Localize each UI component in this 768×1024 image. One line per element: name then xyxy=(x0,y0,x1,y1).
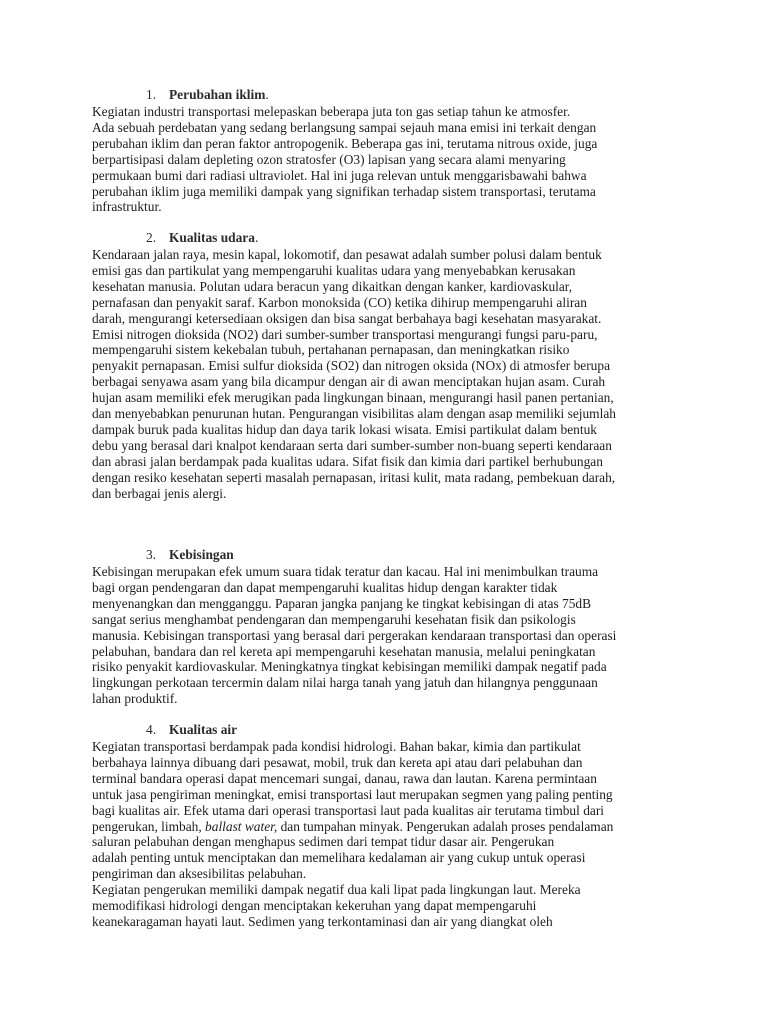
section-heading xyxy=(92,546,692,564)
section-heading xyxy=(92,229,692,247)
paragraph: Kendaraan jalan raya, mesin kapal, lokomotif, dan pesawat adalah sumber polusi dalam bentuk emisi gas dan partikulat yang mempengaruhi kualitas udara yang menyebabkan kerusakan kesehatan manusia. Polutan udara beracun yang dikaitkan dengan kanker, kardiovaskular, pernafasan dan penyakit saraf. Karbon monoksida (CO) ketika dihirup mempengaruhi aliran darah, mengurangi ketersediaan oksigen dan bisa sangat berbahaya bagi kesehatan masyarakat. Emisi nitrogen dioksida (NO2) dari sumber-sumber transportasi mengurangi fungsi paru-paru, mempengaruhi sistem kekebalan tubuh, pertahanan pernapasan, dan meningkatkan risiko penyakit pernapasan. Emisi sulfur dioksida (SO2) dan nitrogen oksida (NOx) di atmosfer berupa berbagai senyawa asam yang bila dicampur dengan air di awan menciptakan hujan asam. Curah hujan asam memiliki efek merugikan pada lingkungan binaan, mengurangi hasil panen pertanian, dan menyebabkan penurunan hutan. Pengurangan visibilitas alam dengan asap memiliki sejumlah dampak buruk pada kualitas hidup dan daya tarik lokasi wisata. Emisi partikulat dalam bentuk debu yang berasal dari knalpot kendaraan serta dari sumber-sumber non-buang seperti kendaraan dan abrasi jalan berdampak pada kualitas udara. Sifat fisik dan kimia dari partikel berhubungan dengan resiko kesehatan seperti masalah pernapasan, iritasi kulit, mata radang, pembekuan darah, dan berbagai jenis alergi. xyxy=(92,247,616,501)
section-number: 1. xyxy=(146,87,157,102)
section-title-text: Kebisingan xyxy=(169,547,234,562)
section-number: 2. xyxy=(146,230,157,245)
paragraph: Kegiatan industri transportasi melepaskan beberapa juta ton gas setiap tahun ke atmosfer. Ada sebuah perdebatan yang sedang berlangsung sampai sejauh mana emisi ini terkait dengan perubahan iklim dan peran faktor antropogenik. Beberapa gas ini, terutama nitrous oxide, juga berpartisipasi dalam depleting ozon stratosfer (O3) lapisan yang secara alami menyaring permukaan bumi dari radiasi ultraviolet. Hal ini juga relevan untuk menggarisbawahi bahwa perubahan iklim juga memiliki dampak yang signifikan terhadap sistem transportasi, terutama infrastruktur. xyxy=(92,104,598,215)
section-kualitas-air xyxy=(92,721,692,930)
section-number: 3. xyxy=(146,547,157,562)
section-title-text: Perubahan iklim xyxy=(169,87,266,102)
section-kebisingan xyxy=(92,546,692,707)
section-title-text: Kualitas udara xyxy=(169,230,255,245)
paragraph xyxy=(92,739,692,882)
paragraph: Kebisingan merupakan efek umum suara tidak teratur dan kacau. Hal ini menimbulkan trauma bagi organ pendengaran dan dapat mempengaruhi kualitas hidup dengan karakter tidak menyenangkan dan mengganggu. Paparan jangka panjang ke tingkat kebisingan di atas 75dB sangat serius menghambat pendengaran dan mempengaruhi kesehatan fisik dan psikologis manusia. Kebisingan transportasi yang berasal dari pergerakan kendaraan transportasi dan operasi pelabuhan, bandara dan rel kereta api mempengaruhi kesehatan manusia, melalui peningkatan risiko penyakit kardiovaskular. Meningkatnya tingkat kebisingan memiliki dampak negatif pada lingkungan perkotaan tercermin dalam nilai harga tanah yang jatuh dan hilangnya penggunaan lahan produktif. xyxy=(92,564,617,707)
section-heading xyxy=(92,721,692,739)
section-title-text: Kualitas air xyxy=(169,722,238,737)
section-title xyxy=(169,229,258,247)
paragraph-text-tail: dan tumpahan minyak. Pengerukan adalah proses pendalaman saluran pelabuhan dengan menghapus sedimen dari tempat tidur dasar air. Pengerukan adalah penting untuk menciptakan dan memelihara kedalaman air yang cukup untuk operasi pengiriman dan aksesibilitas pelabuhan. xyxy=(92,818,614,882)
section-kualitas-udara xyxy=(92,229,692,502)
section-number: 4. xyxy=(146,722,157,737)
section-perubahan-iklim xyxy=(92,86,692,215)
section-title xyxy=(169,546,234,564)
paragraph-text: Kegiatan transportasi berdampak pada kondisi hidrologi. Bahan bakar, kimia dan partikulat berbahaya lainnya dibuang dari pesawat, mobil, truk dan kereta api atau dari pelabuhan dan terminal bandara operasi dapat mencemari sungai, danau, rawa dan lautan. Karena permintaan untuk jasa pengiriman meningkat, emisi transportasi laut merupakan segmen yang paling penting bagi kualitas air. Efek utama dari operasi transportasi laut pada kualitas air terutama timbul dari pengerukan, limbah, xyxy=(92,739,613,834)
italic-term: ballast water, xyxy=(205,818,278,834)
section-title-suffix: . xyxy=(254,230,259,245)
section-title xyxy=(169,721,237,739)
section-title-suffix: . xyxy=(265,87,269,102)
paragraph: Kegiatan pengerukan memiliki dampak negatif dua kali lipat pada lingkungan laut. Mereka memodifikasi hidrologi dengan menciptakan kekeruhan yang dapat mempengaruhi keanekaragaman hayati laut. Sedimen yang terkontaminasi dan air yang diangkat oleh xyxy=(92,882,581,929)
section-heading xyxy=(92,86,692,104)
section-title xyxy=(169,86,269,104)
